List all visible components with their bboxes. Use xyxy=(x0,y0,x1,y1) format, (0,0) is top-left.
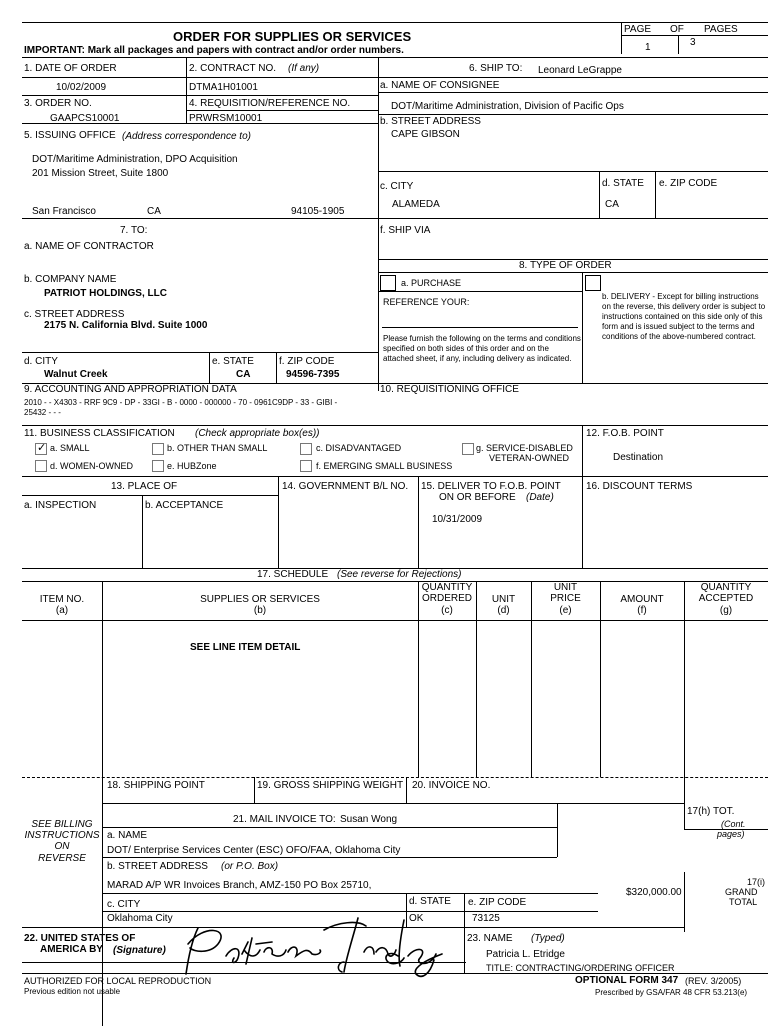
grand-total-label-2: GRAND xyxy=(725,887,758,897)
invoice-name-label: a. NAME xyxy=(107,830,148,841)
grand-total-label-3: TOTAL xyxy=(729,897,758,907)
contractor-street-value[interactable]: 2175 N. California Blvd. Suite 1000 xyxy=(44,320,208,331)
invoice-zip-label: e. ZIP CODE xyxy=(468,897,527,908)
line-item-detail[interactable]: SEE LINE ITEM DETAIL xyxy=(190,642,301,653)
contract-if-any: (If any) xyxy=(288,63,320,74)
deliver-date-label: (Date) xyxy=(526,492,554,503)
issuing-office-city[interactable]: San Francisco xyxy=(32,206,96,217)
ship-state-label: d. STATE xyxy=(602,178,644,189)
deliver-date-value[interactable]: 10/31/2009 xyxy=(432,514,483,525)
place-of-label: 13. PLACE OF xyxy=(111,481,178,492)
total-label: 17(h) TOT. xyxy=(687,806,735,817)
requisition-label: 4. REQUISITION/REFERENCE NO. xyxy=(189,98,351,109)
company-name-label: b. COMPANY NAME xyxy=(24,274,117,285)
issuing-office-line2[interactable]: 201 Mission Street, Suite 1800 xyxy=(32,168,169,179)
contractor-zip-label: f. ZIP CODE xyxy=(279,356,335,367)
col-item-no: ITEM NO. xyxy=(39,594,85,605)
ship-street-value[interactable]: CAPE GIBSON xyxy=(391,129,460,140)
col-unit-letter: (d) xyxy=(497,605,510,616)
to-label: 7. TO: xyxy=(120,225,148,236)
total-cont-1: (Cont. xyxy=(721,819,746,829)
prescribed-by: Prescribed by GSA/FAR 48 CFR 53.213(e) xyxy=(595,988,748,997)
schedule-label: 17. SCHEDULE xyxy=(257,569,329,580)
col-amount: AMOUNT xyxy=(620,594,664,605)
of-label: OF xyxy=(670,24,684,35)
col-quantity-letter: (c) xyxy=(441,605,453,616)
ship-city-value[interactable]: ALAMEDA xyxy=(392,199,440,210)
col-price: PRICE xyxy=(550,593,581,604)
grand-total-amount[interactable]: $320,000.00 xyxy=(626,887,682,898)
purchase-label: a. PURCHASE xyxy=(401,278,462,288)
usa-label-2: AMERICA BY xyxy=(40,944,103,955)
small-checkbox[interactable] xyxy=(35,443,47,455)
delivery-instructions: b. DELIVERY - Except for billing instructions on the reverse, this delivery order is subject to instructions contained on this side only of this form and is issued subject to the terms and conditions of the above-numbered contract. xyxy=(602,292,766,341)
order-type-label: 8. TYPE OF ORDER xyxy=(519,260,612,271)
disadvantaged-label: c. DISADVANTAGED xyxy=(316,443,402,453)
order-no-label: 3. ORDER NO. xyxy=(24,98,92,109)
issuing-office-line1[interactable]: DOT/Maritime Administration, DPO Acquisition xyxy=(32,154,238,165)
col-unit-price: UNIT xyxy=(553,582,578,593)
pages-label: PAGES xyxy=(704,24,738,35)
issuing-office-note: (Address correspondence to) xyxy=(122,131,251,142)
fob-point-value[interactable]: Destination xyxy=(613,452,664,463)
contract-no-label: 2. CONTRACT NO. xyxy=(189,63,277,74)
invoice-street-note: (or P.O. Box) xyxy=(221,861,279,872)
small-label: a. SMALL xyxy=(50,443,90,453)
signature-note: (Signature) xyxy=(113,945,166,956)
invoice-zip-value[interactable]: 73125 xyxy=(472,913,500,924)
invoice-street-label: b. STREET ADDRESS xyxy=(107,861,208,872)
ship-city-label: c. CITY xyxy=(380,181,414,192)
date-of-order-value[interactable]: 10/02/2009 xyxy=(56,82,107,93)
issuing-office-state[interactable]: CA xyxy=(147,206,161,217)
classification-note: (Check appropriate box(es)) xyxy=(195,428,320,439)
name-typed-note: (Typed) xyxy=(531,933,565,944)
other-than-small-checkbox[interactable] xyxy=(152,443,164,455)
see-billing-2: INSTRUCTIONS xyxy=(24,830,100,841)
inspection-label: a. INSPECTION xyxy=(24,500,97,511)
col-unit: UNIT xyxy=(491,594,516,605)
accounting-line1[interactable]: 2010 - - X4303 - RRF 9C9 - DP - 33GI - B - 0000 - 000000 - 70 - 0961C9DP - 33 - GIBI - xyxy=(24,398,338,407)
invoice-name-value[interactable]: DOT/ Enterprise Services Center (ESC) OFO/FAA, Oklahoma City xyxy=(107,845,401,856)
invoice-state-label: d. STATE xyxy=(409,896,451,907)
acceptance-label: b. ACCEPTANCE xyxy=(145,500,224,511)
deliver-fob-label: 15. DELIVER TO F.O.B. POINT xyxy=(421,481,561,492)
total-cont-2: pages) xyxy=(717,829,745,839)
shipping-point-label: 18. SHIPPING POINT xyxy=(107,780,205,791)
ship-state-value[interactable]: CA xyxy=(605,199,619,210)
invoice-city-value[interactable]: Oklahoma City xyxy=(107,913,173,924)
schedule-note: (See reverse for Rejections) xyxy=(337,569,462,580)
col-item-no-letter: (a) xyxy=(55,605,69,616)
consignee-value[interactable]: DOT/Maritime Administration, Division of Pacific Ops xyxy=(391,101,624,112)
issuing-office-zip[interactable]: 94105-1905 xyxy=(291,206,345,217)
fob-point-label: 12. F.O.B. POINT xyxy=(586,428,664,439)
invoice-state-value[interactable]: OK xyxy=(409,913,424,924)
ship-via-label: f. SHIP VIA xyxy=(380,225,431,236)
important-note: IMPORTANT: Mark all packages and papers with contract and/or order numbers. xyxy=(24,45,404,56)
col-accepted: ACCEPTED xyxy=(698,593,754,604)
company-name-value[interactable]: PATRIOT HOLDINGS, LLC xyxy=(44,288,167,299)
mail-invoice-to[interactable]: Susan Wong xyxy=(340,814,398,825)
mail-invoice-label: 21. MAIL INVOICE TO: xyxy=(233,814,336,825)
contract-no-value[interactable]: DTMA1H01001 xyxy=(189,82,258,93)
women-owned-label: d. WOMEN-OWNED xyxy=(50,461,133,471)
requisitioning-office-label: 10. REQUISITIONING OFFICE xyxy=(380,384,519,395)
hubzone-label: e. HUBZone xyxy=(167,461,217,471)
ship-to-label: 6. SHIP TO: xyxy=(469,63,523,74)
invoice-street-value[interactable]: MARAD A/P WR Invoices Branch, AMZ-150 PO Box 25710, xyxy=(107,880,372,891)
page-count: 3 xyxy=(690,37,696,48)
invoice-city-label: c. CITY xyxy=(107,899,141,910)
furnish-instructions: Please furnish the following on the terms and conditions specified on both sides of this order and on the attached sheet, if any, including delivery as indicated. xyxy=(383,334,581,363)
contractor-city-value[interactable]: Walnut Creek xyxy=(44,369,108,380)
women-owned-checkbox[interactable] xyxy=(35,460,47,472)
accounting-line2[interactable]: 25432 - - - xyxy=(24,408,61,417)
purchase-checkbox[interactable] xyxy=(380,275,396,291)
on-or-before-label: ON OR BEFORE xyxy=(439,492,516,503)
col-quantity: QUANTITY xyxy=(421,582,473,593)
contractor-zip-value[interactable]: 94596-7395 xyxy=(286,369,340,380)
name-label: 23. NAME xyxy=(467,933,513,944)
order-no-value[interactable]: GAAPCS10001 xyxy=(50,113,120,124)
hubzone-checkbox[interactable] xyxy=(152,460,164,472)
contractor-city-label: d. CITY xyxy=(24,356,58,367)
disadvantaged-checkbox[interactable] xyxy=(300,443,312,455)
col-price-letter: (e) xyxy=(559,605,572,616)
ship-to-name[interactable]: Leonard LeGrappe xyxy=(538,65,622,76)
col-supplies-letter: (b) xyxy=(253,605,267,616)
contractor-name-label: a. NAME OF CONTRACTOR xyxy=(24,241,154,252)
classification-label: 11. BUSINESS CLASSIFICATION xyxy=(24,428,175,439)
delivery-checkbox[interactable] xyxy=(585,275,601,291)
signer-name[interactable]: Patricia L. Etridge xyxy=(486,949,565,960)
gross-weight-label: 19. GROSS SHIPPING WEIGHT xyxy=(257,780,404,791)
service-disabled-label-2: VETERAN-OWNED xyxy=(489,453,570,463)
other-than-small-label: b. OTHER THAN SMALL xyxy=(167,443,268,453)
service-disabled-checkbox[interactable] xyxy=(462,443,474,455)
requisition-value[interactable]: PRWRSM10001 xyxy=(189,113,263,124)
usa-label-1: 22. UNITED STATES OF xyxy=(24,933,136,944)
form-title: ORDER FOR SUPPLIES OR SERVICES xyxy=(173,29,412,44)
issuing-office-label: 5. ISSUING OFFICE xyxy=(24,130,116,141)
ship-zip-label: e. ZIP CODE xyxy=(659,178,718,189)
contractor-street-label: c. STREET ADDRESS xyxy=(24,309,125,320)
contractor-state-label: e. STATE xyxy=(212,356,254,367)
gov-bl-label: 14. GOVERNMENT B/L NO. xyxy=(282,481,409,492)
see-billing-3: ON xyxy=(54,841,70,852)
previous-edition: Previous edition not usable xyxy=(24,987,121,996)
col-accepted-letter: (g) xyxy=(719,605,733,616)
accounting-label: 9. ACCOUNTING AND APPROPRIATION DATA xyxy=(24,384,237,395)
page-label: PAGE xyxy=(624,24,652,35)
handwritten-signature xyxy=(168,900,468,982)
see-billing-1: SEE BILLING xyxy=(31,819,93,830)
authorized-reproduction: AUTHORIZED FOR LOCAL REPRODUCTION xyxy=(24,976,212,986)
invoice-no-label: 20. INVOICE NO. xyxy=(412,780,491,791)
grand-total-label-1: 17(i) xyxy=(747,877,766,887)
page-number: 1 xyxy=(645,42,651,53)
reference-your-label: REFERENCE YOUR: xyxy=(383,297,470,307)
date-of-order-label: 1. DATE OF ORDER xyxy=(24,63,117,74)
service-disabled-label-1: g. SERVICE-DISABLED xyxy=(476,443,573,453)
form-number: OPTIONAL FORM 347 xyxy=(575,975,679,986)
col-amount-letter: (f) xyxy=(637,605,647,616)
col-qty-accepted: QUANTITY xyxy=(700,582,752,593)
consignee-label: a. NAME OF CONSIGNEE xyxy=(380,80,500,91)
title-label: TITLE: CONTRACTING/ORDERING OFFICER xyxy=(486,963,675,973)
see-billing-4: REVERSE xyxy=(38,853,86,864)
form-revision: (REV. 3/2005) xyxy=(685,976,742,986)
col-supplies: SUPPLIES OR SERVICES xyxy=(200,594,320,605)
ship-street-label: b. STREET ADDRESS xyxy=(380,116,481,127)
discount-terms-label: 16. DISCOUNT TERMS xyxy=(586,481,693,492)
col-ordered: ORDERED xyxy=(421,593,472,604)
emerging-small-business-checkbox[interactable] xyxy=(300,460,312,472)
contractor-state-value[interactable]: CA xyxy=(236,369,251,380)
emerging-small-business-label: f. EMERGING SMALL BUSINESS xyxy=(316,461,453,471)
